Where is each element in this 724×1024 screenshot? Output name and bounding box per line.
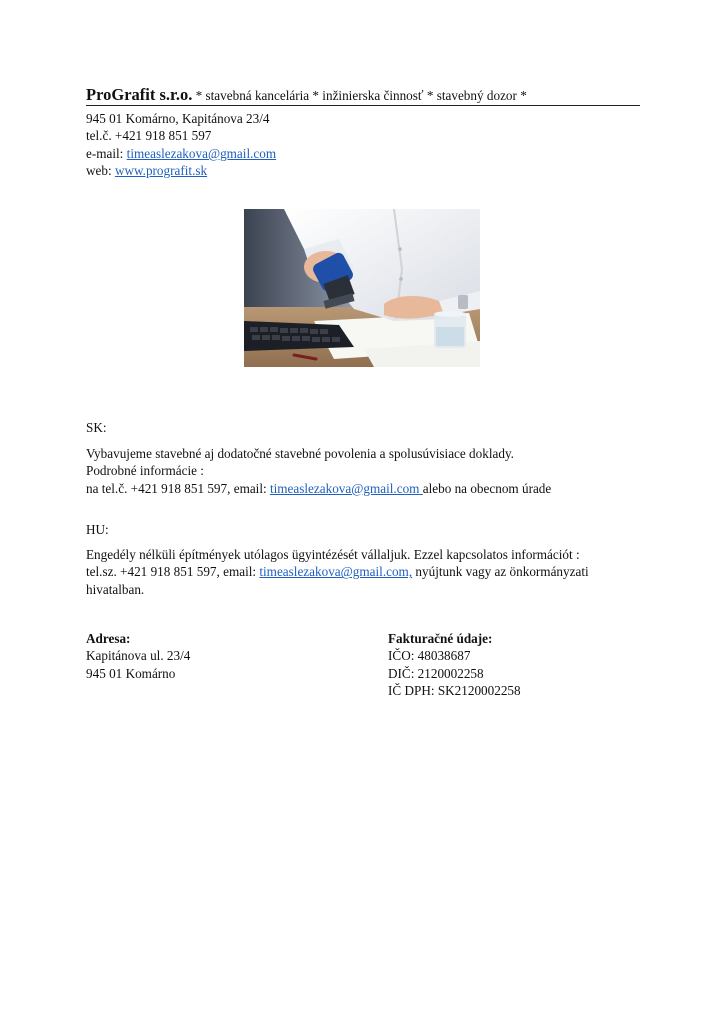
sk-heading: SK: (86, 420, 107, 435)
sk-line-1: Vybavujeme stavebné aj dodatočné stavebné povolenia a spolusúvisiace doklady. (86, 446, 514, 461)
hu-heading: HU: (86, 522, 109, 537)
email-link[interactable]: timeaslezakova@gmail.com (126, 145, 277, 161)
hu-line-2-suffix: nyújtunk vagy az önkormányzati (412, 564, 589, 580)
sk-line-3-prefix: na tel.č. +421 918 851 597, email: (86, 480, 270, 496)
hu-line-2 (86, 563, 646, 580)
hu-line-2-prefix: tel.sz. +421 918 851 597, email: (86, 564, 260, 580)
billing-title: Fakturačné údaje: (388, 631, 493, 646)
address-city: 945 01 Komárno (86, 665, 176, 681)
company-name: ProGrafit s.r.o. (86, 85, 193, 104)
hu-line-3: hivatalban. (86, 581, 145, 597)
sk-email-link[interactable]: timeaslezakova@gmail.com (269, 480, 423, 496)
letterhead (86, 86, 640, 106)
address-street: Kapitánova ul. 23/4 (86, 648, 191, 664)
web-link[interactable]: www.prografit.sk (114, 163, 208, 179)
address-block (86, 630, 346, 682)
sk-line-3 (86, 480, 646, 497)
address-title: Adresa: (86, 631, 131, 646)
billing-dic: DIČ: 2120002258 (388, 665, 484, 681)
billing-block (388, 630, 648, 700)
hu-line-1: Engedély nélküli építmények utólagos ügyintézését vállaljuk. Ezzel kapcsolatos információt : (86, 547, 580, 562)
billing-icdph: IČ DPH: SK2120002258 (388, 683, 521, 699)
web-label: web: (86, 163, 115, 179)
contact-phone: tel.č. +421 918 851 597 (86, 128, 212, 144)
sk-line-2: Podrobné informácie : (86, 463, 204, 479)
email-label: e-mail: (86, 145, 127, 161)
contact-web-line (86, 162, 646, 179)
hu-body (86, 546, 646, 598)
sk-body (86, 445, 646, 497)
sk-line-3-suffix: alebo na obecnom úrade (422, 480, 552, 496)
company-tagline: * stavebná kancelária * inžinierska činnosť * stavebný dozor * (192, 88, 527, 103)
hu-email-link[interactable]: timeaslezakova@gmail.com, (259, 564, 413, 580)
stamp-photo (244, 209, 480, 367)
contact-block (86, 110, 646, 180)
contact-email-line (86, 145, 646, 162)
contact-address: 945 01 Komárno, Kapitánova 23/4 (86, 111, 270, 126)
billing-ico: IČO: 48038687 (388, 648, 471, 664)
